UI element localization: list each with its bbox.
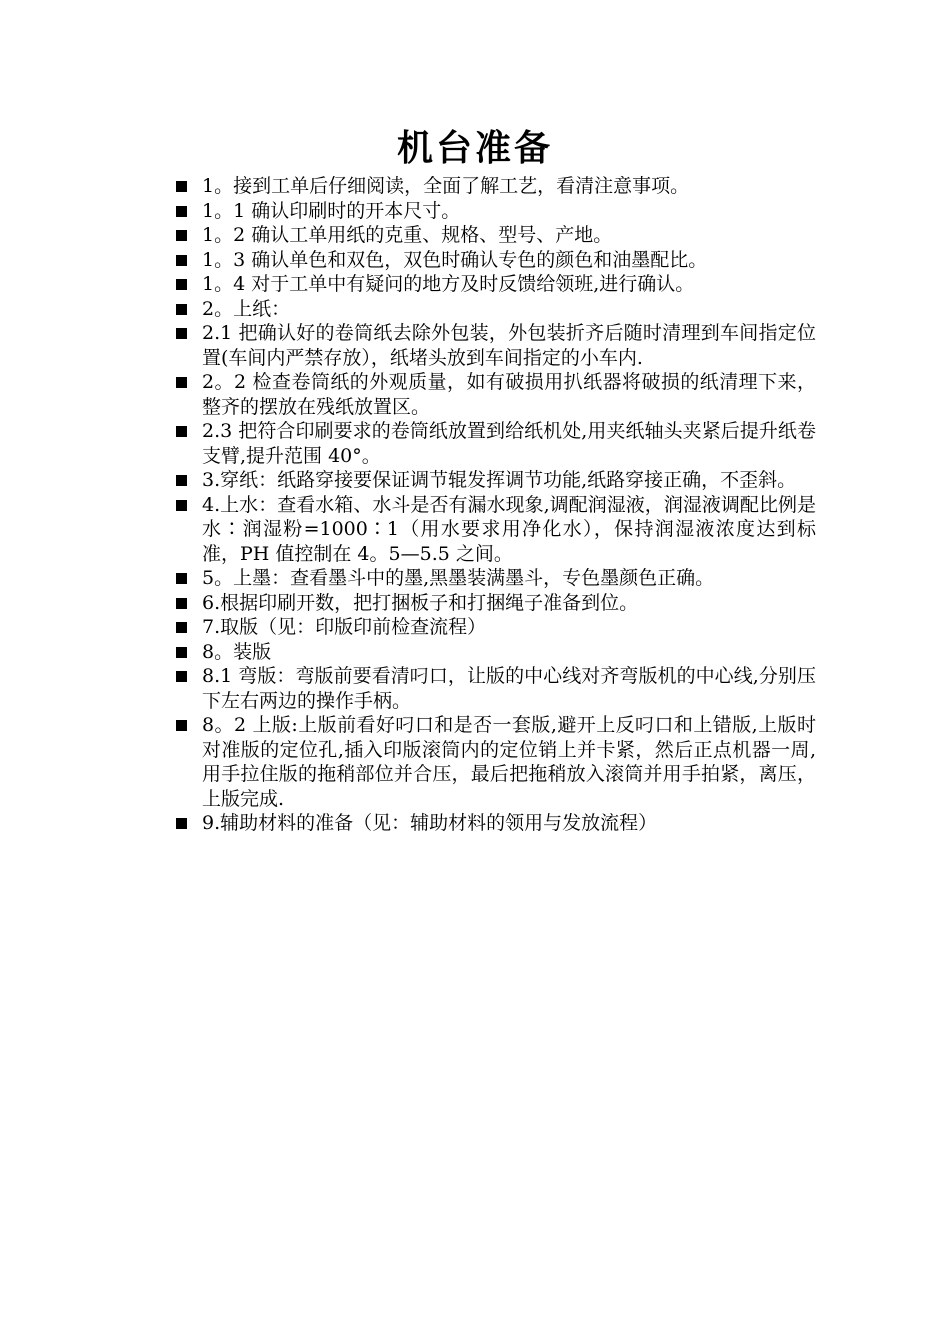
square-bullet-icon — [176, 818, 187, 829]
list-item — [176, 248, 816, 273]
list-item-text: 8.1 弯版：弯版前要看清叼口，让版的中心线对齐弯版机的中心线,分别压下左右两边的操作手柄。 — [202, 665, 816, 712]
list-item-text: 2.1 把确认好的卷筒纸去除外包装，外包装折齐后随时清理到车间指定位置(车间内严禁存放），纸堵头放到车间指定的小车内. — [202, 322, 816, 369]
list-item — [176, 321, 816, 370]
list-item-text: 1。接到工单后仔细阅读，全面了解工艺，看清注意事项。 — [202, 175, 690, 197]
list-item — [176, 297, 816, 322]
list-item-text: 8。装版 — [202, 640, 272, 663]
page-title: 机台准备 — [396, 127, 553, 169]
list-item — [176, 713, 816, 811]
list-item-text: 1。2 确认工单用纸的克重、规格、型号、产地。 — [202, 224, 613, 246]
square-bullet-icon — [176, 598, 187, 609]
list-item-text: 1。4 对于工单中有疑问的地方及时反馈给领班,进行确认。 — [202, 273, 695, 295]
list-item-text: 7.取版（见：印版印前检查流程） — [202, 616, 487, 638]
list-item — [176, 811, 816, 836]
list-item-text: 6.根据印刷开数，把打捆板子和打捆绳子准备到位。 — [202, 591, 639, 614]
square-bullet-icon — [176, 279, 187, 290]
list-item — [176, 419, 816, 468]
square-bullet-icon — [176, 426, 187, 437]
square-bullet-icon — [176, 328, 187, 339]
list-item — [176, 640, 816, 665]
square-bullet-icon — [176, 647, 187, 658]
square-bullet-icon — [176, 230, 187, 241]
procedure-list — [176, 174, 816, 836]
square-bullet-icon — [176, 206, 187, 217]
square-bullet-icon — [176, 500, 187, 511]
list-item-text: 2.3 把符合印刷要求的卷筒纸放置到给纸机处,用夹纸轴头夹紧后提升纸卷支臂,提升范围 40°。 — [202, 420, 816, 467]
list-item — [176, 223, 816, 248]
square-bullet-icon — [176, 255, 187, 266]
square-bullet-icon — [176, 377, 187, 388]
list-item-text: 4.上水：查看水箱、水斗是否有漏水现象,调配润湿液，润湿液调配比例是 水∶润湿粉=1000∶1（用水要求用净化水），保持润湿液浓度达到标准，PH 值控制在 4。5—5.5 之间。 — [202, 493, 816, 565]
list-item-text: 5。上墨：查看墨斗中的墨,黑墨装满墨斗，专色墨颜色正确。 — [202, 567, 715, 589]
list-item-text: 9.辅助材料的准备（见：辅助材料的领用与发放流程） — [202, 812, 658, 834]
list-item — [176, 566, 816, 591]
square-bullet-icon — [176, 304, 187, 315]
square-bullet-icon — [176, 181, 187, 192]
list-item — [176, 370, 816, 419]
list-item-text: 1。3 确认单色和双色，双色时确认专色的颜色和油墨配比。 — [202, 248, 708, 271]
list-item — [176, 199, 816, 224]
square-bullet-icon — [176, 622, 187, 633]
list-item-text: 2。上纸： — [202, 297, 291, 320]
list-item — [176, 615, 816, 640]
square-bullet-icon — [176, 720, 187, 731]
list-item — [176, 174, 816, 199]
list-item — [176, 468, 816, 493]
list-item — [176, 493, 816, 567]
square-bullet-icon — [176, 475, 187, 486]
list-item-text: 2。2 检查卷筒纸的外观质量，如有破损用扒纸器将破损的纸清理下来，整齐的摆放在残纸放置区。 — [202, 371, 816, 418]
list-item-text: 8。2 上版:上版前看好叼口和是否一套版,避开上反叼口和上错版,上版时对准版的定位孔,插入印版滚筒内的定位销上并卡紧，然后正点机器一周,用手拉住版的拖稍部位并合压，最后把拖稍放入滚筒并用手拍紧，离压，上版完成. — [202, 714, 816, 810]
list-item — [176, 272, 816, 297]
list-item-text: 1。1 确认印刷时的开本尺寸。 — [202, 199, 461, 222]
list-item — [176, 664, 816, 713]
square-bullet-icon — [176, 671, 187, 682]
list-item-text: 3.穿纸：纸路穿接要保证调节辊发挥调节功能,纸路穿接正确，不歪斜。 — [202, 469, 797, 491]
list-item — [176, 591, 816, 616]
square-bullet-icon — [176, 573, 187, 584]
